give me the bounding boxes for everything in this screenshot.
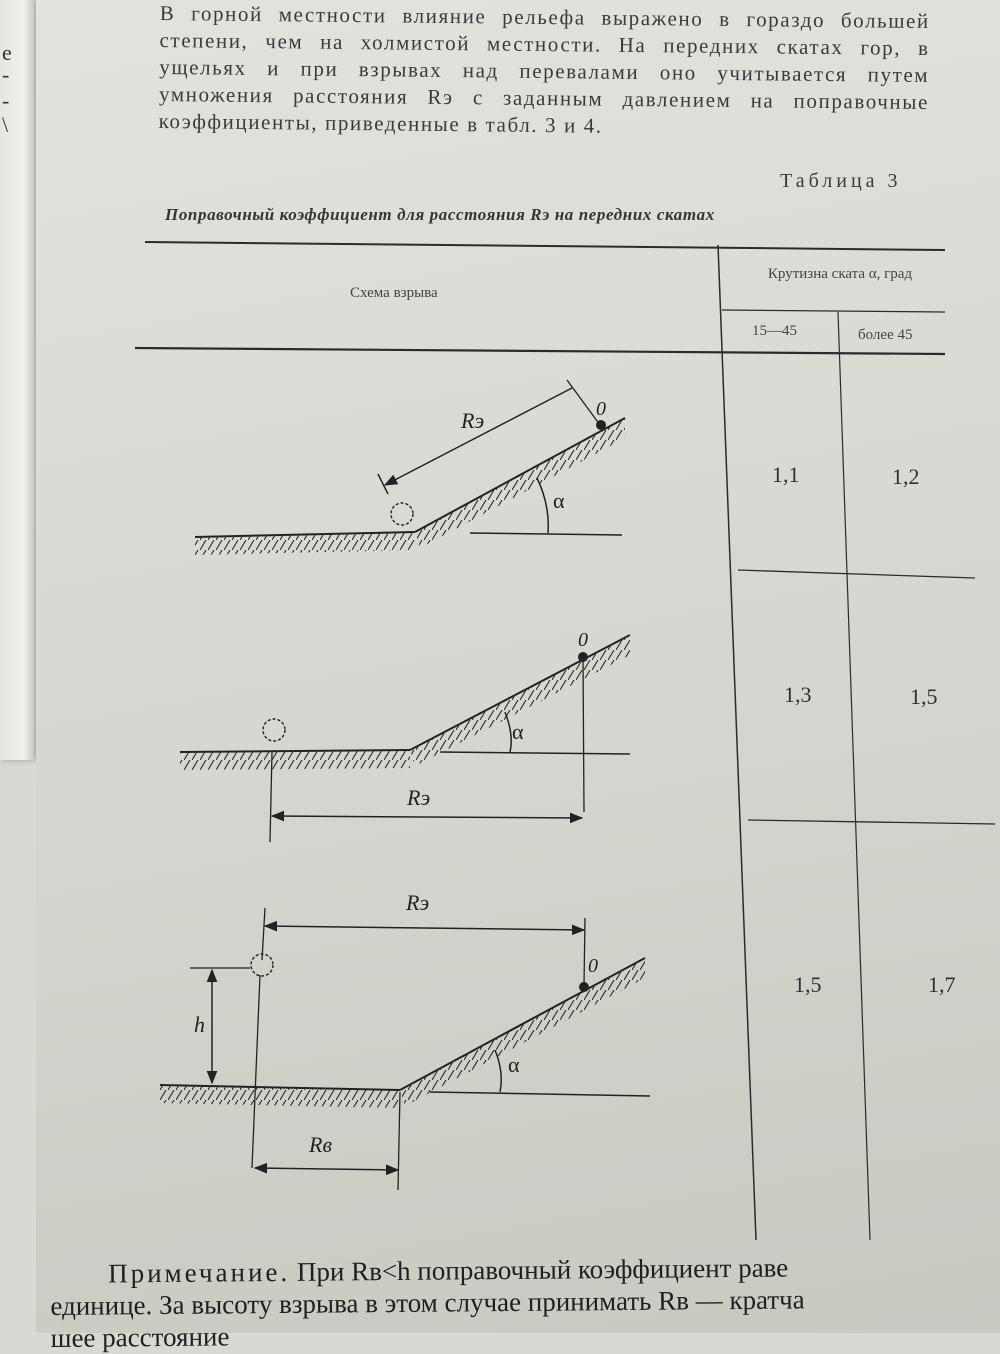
note-line1: При Rв<h поправочный коэффициент раве xyxy=(296,1252,789,1287)
margin-char: е xyxy=(2,40,12,65)
body-paragraph: В горной местности влияние рельефа выражено в гораздо большей степени, чем на холмистой местности. На передних скатах гор, в ущельях и при взрывах над перевалами оно учитывается путем умножения расстояния Rэ с заданным давлением на поправочные коэффициенты, приведенные в табл. 3 и 4. xyxy=(158,0,930,138)
row3-col1-value: 1,5 xyxy=(794,972,822,997)
row2-col1-value: 1,3 xyxy=(784,682,812,707)
d3-point-label: 0 xyxy=(588,955,598,977)
header-schema: Схема взрыва xyxy=(350,285,438,301)
row2-col2-value: 1,5 xyxy=(910,684,938,709)
header-col-15-45: 15—45 xyxy=(752,323,797,339)
note-block xyxy=(50,1250,1000,1354)
margin-char: - xyxy=(2,62,10,87)
d3-angle-label: α xyxy=(508,1052,520,1077)
d1-angle-label: α xyxy=(553,488,565,513)
table-title: Поправочный коэффициент для расстояния Rэ на передних скатах xyxy=(165,205,715,224)
d3-distance-label: Rэ xyxy=(406,890,430,915)
margin-char: \ xyxy=(2,112,9,137)
d1-point-label: 0 xyxy=(596,398,606,420)
diagram-1 xyxy=(195,380,625,555)
header-steepness: Крутизна ската α, град xyxy=(767,266,913,282)
d2-point-label: 0 xyxy=(578,629,588,651)
note-line3: шее расстояние xyxy=(50,1321,230,1353)
row3-col2-value: 1,7 xyxy=(928,972,956,997)
table-number: Таблица 3 xyxy=(780,170,902,192)
d3-height-label: h xyxy=(194,1012,205,1037)
note-label: Примечание. xyxy=(108,1256,291,1289)
d2-distance-label: Rэ xyxy=(407,785,431,810)
header-col-over-45: более 45 xyxy=(858,327,913,343)
diagram-3 xyxy=(160,908,650,1190)
row1-col2-value: 1,2 xyxy=(892,464,920,489)
row1-col1-value: 1,1 xyxy=(772,462,800,487)
margin-char: - xyxy=(2,88,10,113)
d3-ground-distance-label: Rв xyxy=(309,1132,332,1157)
note-line2: единице. За высоту взрыва в этом случае принимать Rв — кратча xyxy=(50,1284,805,1321)
d2-angle-label: α xyxy=(512,719,524,744)
d1-distance-label: Rэ xyxy=(461,408,485,433)
diagram-2 xyxy=(180,635,630,842)
